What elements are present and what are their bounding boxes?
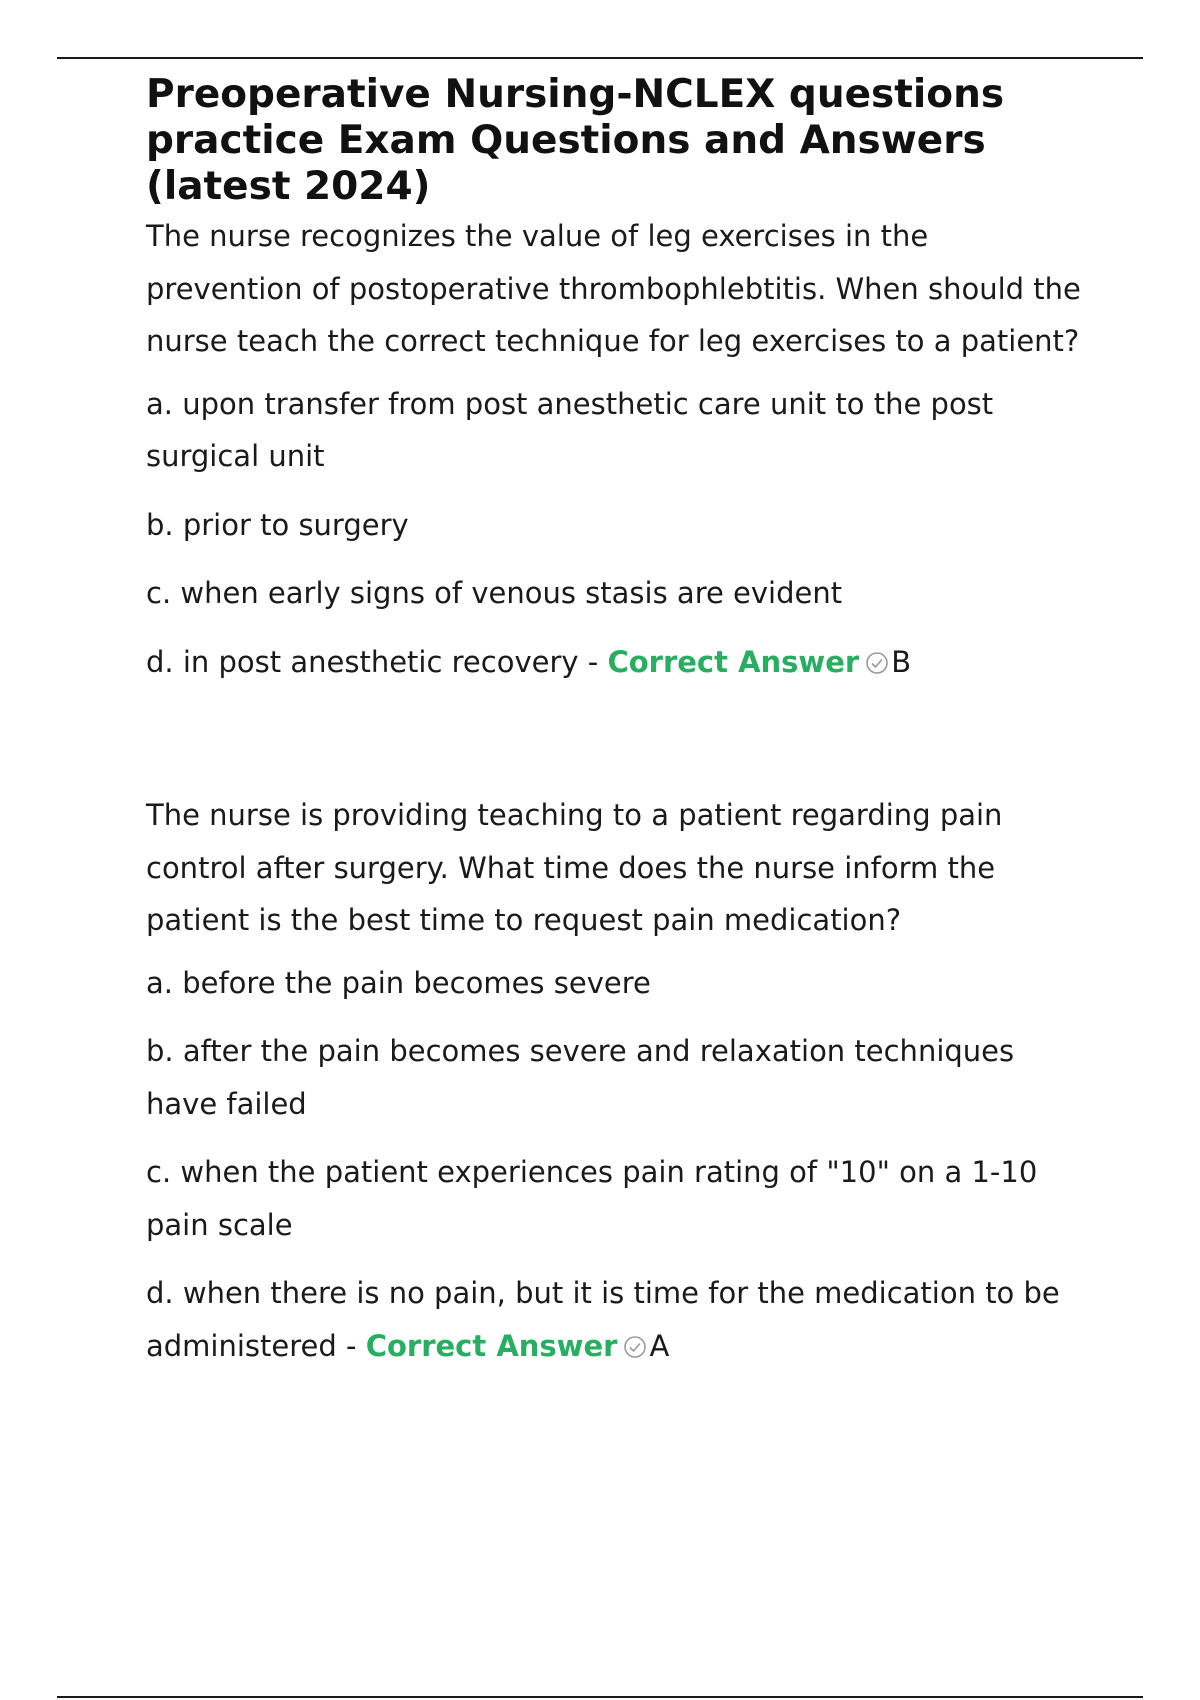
correct-answer-label: Correct Answer	[607, 644, 860, 679]
option-d	[146, 1267, 1086, 1372]
question-block-1	[146, 210, 1086, 688]
answer-letter: B	[891, 644, 912, 679]
option-b: b. prior to surgery	[146, 507, 409, 542]
question-text: The nurse is providing teaching to a patient regarding pain control after surgery. What time does the nurse inform the patient is the best time to request pain medication?	[146, 798, 1003, 937]
document-body	[146, 72, 1086, 1372]
question-block-2	[146, 789, 1086, 1372]
option-a: a. before the pain becomes severe	[146, 965, 651, 1000]
question-text: The nurse recognizes the value of leg exercises in the prevention of postoperative thrombophlebtitis. When should the nurse teach the correct technique for leg exercises to a patient?	[146, 219, 1081, 358]
answer-options	[146, 378, 1086, 689]
check-circle-icon	[623, 1335, 647, 1359]
bottom-divider	[57, 1696, 1143, 1698]
option-d-text: d. when there is no pain, but it is time for the medication to be administered -	[146, 1276, 1060, 1363]
correct-answer-label: Correct Answer	[365, 1328, 618, 1363]
option-b: b. after the pain becomes severe and relaxation techniques have failed	[146, 1034, 1015, 1121]
answer-options	[146, 957, 1086, 1373]
option-c: c. when early signs of venous stasis are evident	[146, 576, 843, 610]
option-a: a. upon transfer from post anesthetic care unit to the post surgical unit	[146, 386, 994, 473]
document-title: Preoperative Nursing-NCLEX questions practice Exam Questions and Answers (latest 2024)	[146, 72, 1005, 209]
answer-letter: A	[649, 1328, 670, 1363]
top-divider	[57, 57, 1143, 59]
option-c: c. when the patient experiences pain rating of "10" on a 1-10 pain scale	[146, 1155, 1038, 1242]
check-circle-icon	[865, 651, 889, 675]
option-d	[146, 636, 1086, 689]
option-d-text: d. in post anesthetic recovery -	[146, 644, 608, 679]
